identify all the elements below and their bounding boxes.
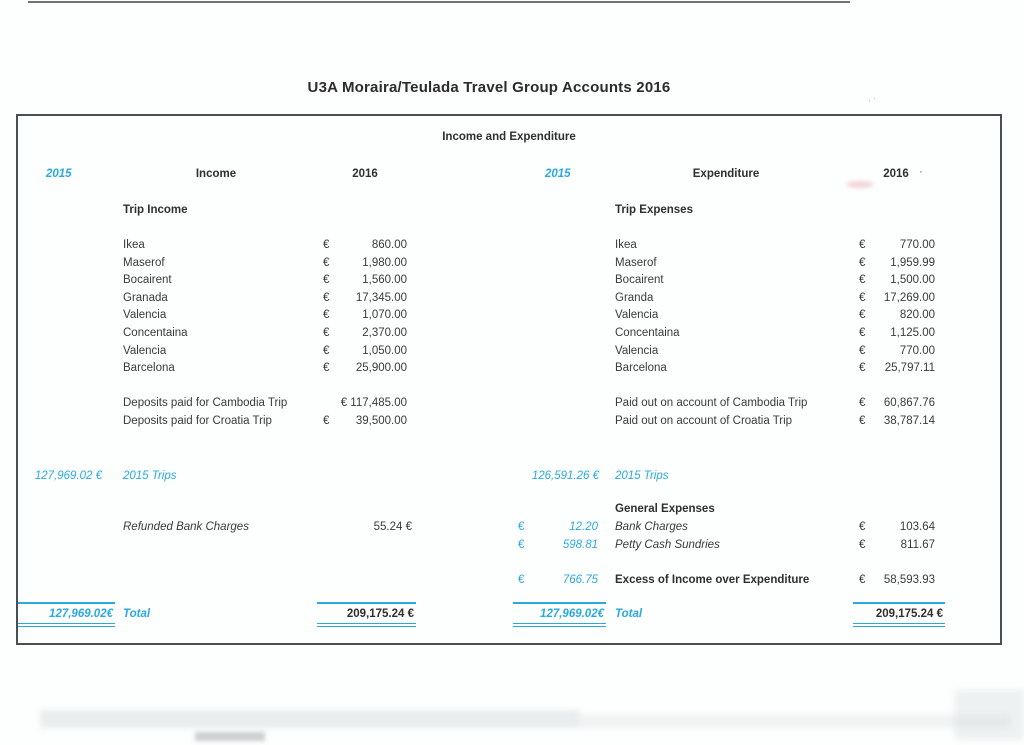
expenditure-year-header: 2016 — [883, 168, 909, 180]
euro-sign: € — [323, 327, 330, 339]
amount-value: 39,500.00 — [355, 415, 407, 427]
scan-artifact-speckle: , · — [868, 93, 876, 103]
trip-expenses-title: Trip Expenses — [615, 204, 693, 216]
amount-value: 766.75 — [562, 574, 598, 586]
prev-trips-amount: 126,591.26 € — [531, 470, 599, 482]
scan-artifact-top-line — [28, 1, 850, 3]
trip-amount — [323, 292, 407, 305]
amount-value: 2,370.00 — [362, 327, 407, 339]
amount-value: 811.67 — [900, 539, 935, 551]
trip-name: Valencia — [615, 345, 659, 357]
euro-sign: € — [323, 292, 330, 304]
trip-amount — [323, 327, 407, 340]
trip-amount — [859, 239, 935, 252]
payout-label: Paid out on account of Cambodia Trip — [615, 397, 808, 409]
trip-amount — [323, 257, 407, 270]
euro-sign: € — [859, 257, 866, 269]
amount-value: 770.00 — [899, 239, 935, 251]
prev-trips-label: 2015 Trips — [615, 470, 669, 482]
amount-value: 38,787.14 — [883, 415, 935, 427]
refund-amount: 55.24 € — [373, 521, 412, 533]
deposit-label: Deposits paid for Croatia Trip — [123, 415, 272, 427]
general-expenses-title: General Expenses — [615, 503, 715, 515]
euro-sign: € — [859, 521, 866, 533]
euro-sign: € — [859, 415, 866, 427]
trip-amount — [859, 345, 935, 358]
scan-artifact-dot: · — [919, 166, 923, 178]
deposit-amount: € 117,485.00 — [340, 397, 407, 409]
excess-label: Excess of Income over Expenditure — [615, 574, 810, 586]
trip-name: Maserof — [615, 257, 657, 269]
euro-sign: € — [859, 574, 866, 586]
euro-sign: € — [859, 274, 866, 286]
refund-label: Refunded Bank Charges — [123, 521, 249, 533]
amount-value: 17,345.00 — [355, 292, 407, 304]
expense-amount — [859, 521, 935, 534]
prev-amount — [518, 539, 598, 552]
expense-label: Bank Charges — [615, 521, 688, 533]
trip-amount — [323, 345, 407, 358]
amount-value: 1,959.99 — [890, 257, 935, 269]
euro-sign: € — [323, 239, 330, 251]
euro-sign: € — [859, 397, 866, 409]
euro-sign: € — [859, 345, 866, 357]
trip-amount — [323, 239, 407, 252]
trip-amount — [323, 309, 407, 322]
deposit-label: Deposits paid for Cambodia Trip — [123, 397, 288, 409]
euro-sign: € — [859, 309, 866, 321]
income-prev-total: 127,969.02€ — [18, 602, 115, 627]
euro-sign: € — [323, 345, 330, 357]
trip-name: Granda — [615, 292, 654, 304]
expenditure-total-label: Total — [615, 608, 643, 620]
amount-value: 860.00 — [371, 239, 407, 251]
payout-label: Paid out on account of Croatia Trip — [615, 415, 793, 427]
trip-name: Bocairent — [123, 274, 172, 286]
prev-trips-amount: 127,969.02 € — [34, 470, 102, 482]
trip-name: Ikea — [123, 239, 145, 251]
expense-label: Petty Cash Sundries — [615, 539, 720, 551]
trip-name: Valencia — [123, 345, 167, 357]
excess-amount — [859, 574, 935, 587]
trip-amount — [859, 309, 935, 322]
amount-value: 1,125.00 — [890, 327, 935, 339]
trip-amount — [859, 257, 935, 270]
euro-sign: € — [323, 362, 330, 374]
trip-name: Bocairent — [615, 274, 664, 286]
payout-amount — [859, 415, 935, 428]
trip-name: Concentaina — [123, 327, 188, 339]
amount-value: 770.00 — [899, 345, 935, 357]
page-title: U3A Moraira/Teulada Travel Group Accounts 2016 — [307, 79, 671, 96]
expenditure-prev-total: 127,969.02€ — [513, 602, 606, 627]
euro-sign: € — [859, 239, 866, 251]
amount-value: 25,797.11 — [884, 362, 935, 374]
trip-name: Valencia — [615, 309, 659, 321]
income-total-label: Total — [123, 608, 151, 620]
euro-sign: € — [323, 257, 330, 269]
scan-artifact-pink-smudge — [847, 181, 873, 188]
scan-artifact-band — [40, 710, 580, 728]
trip-amount — [859, 292, 935, 305]
trip-income-title: Trip Income — [123, 204, 188, 216]
amount-value: 12.20 — [569, 521, 598, 533]
deposit-amount — [323, 415, 407, 428]
trip-name: Valencia — [123, 309, 167, 321]
scan-artifact-blot — [195, 732, 265, 741]
trip-name: Concentaina — [615, 327, 680, 339]
income-year-header: 2016 — [352, 168, 378, 180]
amount-value: 103.64 — [899, 521, 935, 533]
amount-value: 17,269.00 — [883, 292, 935, 304]
table-subtitle: Income and Expenditure — [442, 131, 576, 143]
expenditure-total-amount: 209,175.24 € — [853, 602, 945, 627]
euro-sign: € — [859, 327, 866, 339]
amount-value: 1,560.00 — [362, 274, 407, 286]
trip-amount — [859, 274, 935, 287]
scan-artifact-corner — [955, 690, 1024, 740]
amount-value: 598.81 — [562, 539, 598, 551]
euro-sign: € — [859, 539, 866, 551]
amount-value: 60,867.76 — [883, 397, 935, 409]
amount-value: 58,593.93 — [883, 574, 935, 586]
income-total-amount: 209,175.24 € — [317, 602, 416, 627]
payout-amount — [859, 397, 935, 410]
expenditure-header: Expenditure — [692, 168, 760, 180]
amount-value: 820.00 — [899, 309, 935, 321]
euro-sign: € — [518, 539, 525, 551]
amount-value: 1,500.00 — [890, 274, 935, 286]
trip-name: Ikea — [615, 239, 637, 251]
trip-amount — [323, 362, 407, 375]
euro-sign: € — [859, 292, 866, 304]
trip-name: Maserof — [123, 257, 165, 269]
euro-sign: € — [518, 574, 525, 586]
euro-sign: € — [323, 415, 330, 427]
euro-sign: € — [518, 521, 525, 533]
amount-value: 25,900.00 — [355, 362, 407, 374]
euro-sign: € — [323, 274, 330, 286]
income-prev-year-header: 2015 — [46, 168, 72, 180]
scan-artifact-band — [580, 715, 1010, 728]
trip-name: Granada — [123, 292, 168, 304]
prev-amount — [518, 521, 598, 534]
excess-prev-amount — [518, 574, 598, 587]
trip-name: Barcelona — [615, 362, 667, 374]
expense-amount — [859, 539, 935, 552]
trip-amount — [323, 274, 407, 287]
income-header: Income — [195, 168, 237, 180]
trip-amount — [859, 327, 935, 340]
euro-sign: € — [323, 309, 330, 321]
amount-value: 1,070.00 — [362, 309, 407, 321]
amount-value: 1,050.00 — [362, 345, 407, 357]
accounts-table — [16, 114, 1002, 645]
euro-sign: € — [859, 362, 866, 374]
trip-amount — [859, 362, 935, 375]
trip-name: Barcelona — [123, 362, 175, 374]
prev-trips-label: 2015 Trips — [123, 470, 177, 482]
expenditure-prev-year-header: 2015 — [545, 168, 571, 180]
amount-value: 1,980.00 — [362, 257, 407, 269]
